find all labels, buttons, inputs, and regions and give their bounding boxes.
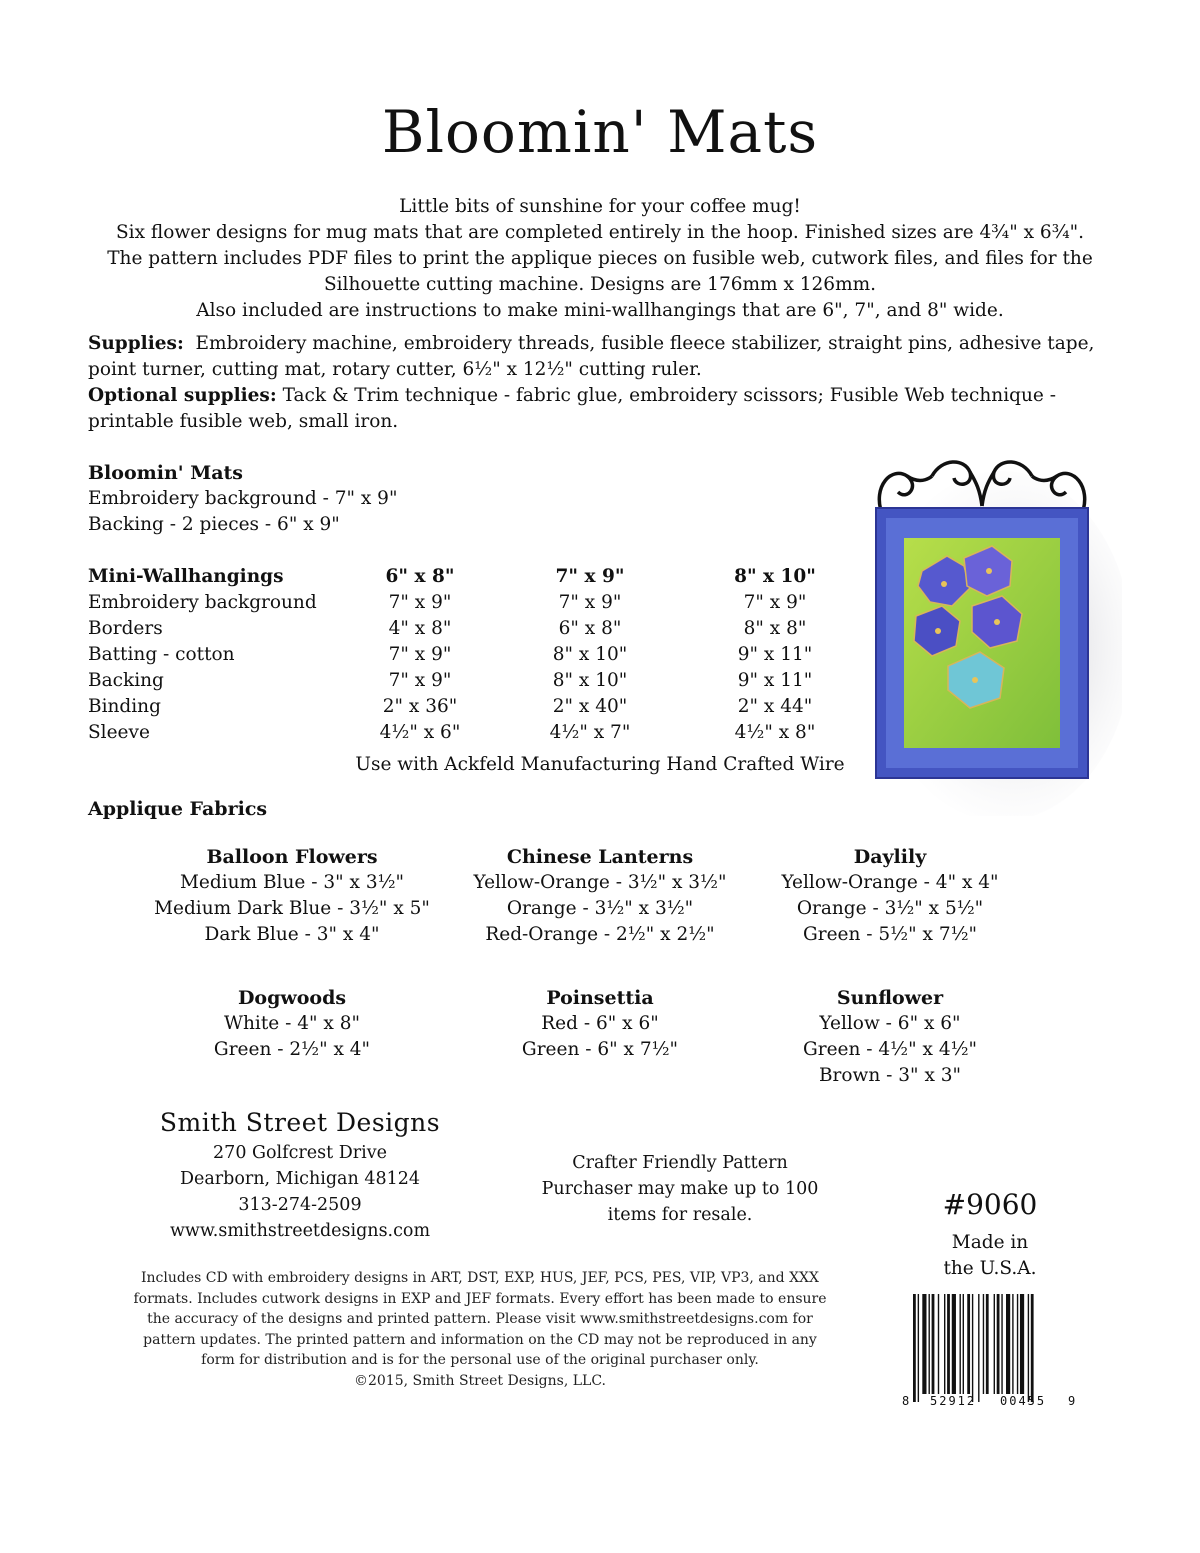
- fabric-group-balloon-flowers: [132, 844, 452, 948]
- table-cell: 6" x 8": [558, 618, 622, 639]
- company-address: 270 Golfcrest Drive: [213, 1143, 387, 1163]
- wallhanging-photo: [852, 446, 1122, 816]
- table-cell: 8" x 10": [552, 644, 628, 665]
- table-cell: 7" x 9": [558, 592, 622, 613]
- column-header: 6" x 8": [385, 566, 455, 587]
- applique-heading: Applique Fabrics: [88, 798, 268, 820]
- fabric-item: Yellow - 6" x 6": [819, 1013, 961, 1034]
- made-in-line: Made in: [951, 1232, 1029, 1253]
- fabric-item: Red-Orange - 2½" x 2½": [485, 924, 715, 945]
- company-block: [140, 1106, 460, 1244]
- crafter-line: Purchaser may make up to 100: [541, 1179, 819, 1199]
- table-row: [88, 694, 860, 720]
- table-cell: 4½" x 8": [734, 722, 816, 743]
- fabric-group-name: Sunflower: [836, 987, 944, 1009]
- made-in-line: the U.S.A.: [943, 1258, 1037, 1279]
- mats-block: [88, 460, 397, 538]
- pattern-number: #9060: [942, 1188, 1038, 1221]
- column-header: 7" x 9": [555, 566, 625, 587]
- table-row: [88, 668, 860, 694]
- table-row: [88, 590, 860, 616]
- page-title: Bloomin' Mats: [381, 98, 819, 166]
- table-cell: 7" x 9": [388, 592, 452, 613]
- supplies-label: Supplies: [88, 333, 177, 354]
- company-website: www.smithstreetdesigns.com: [169, 1221, 431, 1241]
- barcode-digits-right: 00455: [1000, 1394, 1047, 1408]
- table-cell: 4½" x 7": [549, 722, 631, 743]
- table-cell: 8" x 10": [552, 670, 628, 691]
- fabric-item: Orange - 3½" x 5½": [796, 898, 984, 919]
- table-cell: 2" x 44": [737, 696, 813, 717]
- wire-note: Use with Ackfeld Manufacturing Hand Crafted Wire: [355, 754, 845, 775]
- crafter-line: Crafter Friendly Pattern: [572, 1153, 788, 1173]
- row-label: Binding: [88, 696, 161, 717]
- fabric-item: Green - 5½" x 7½": [802, 924, 978, 945]
- optional-supplies-paragraph: [88, 383, 1118, 435]
- table-cell: 4" x 8": [388, 618, 452, 639]
- intro-text: [60, 194, 1140, 324]
- mats-heading: Bloomin' Mats: [88, 462, 244, 484]
- fine-print: [80, 1268, 880, 1391]
- intro-line: Also included are instructions to make mini-wallhangings that are 6", 7", and 8" wide.: [196, 300, 1004, 321]
- table-cell: 4½" x 6": [379, 722, 461, 743]
- row-label: Backing: [88, 670, 164, 691]
- table-header-row: [88, 564, 860, 590]
- mini-wallhangings-table: [88, 564, 860, 746]
- intro-line: The pattern includes PDF files to print the applique pieces on fusible web, cutwork files, and files for the: [107, 248, 1093, 269]
- barcode-digit-last: 9: [1068, 1394, 1076, 1408]
- fabric-group-name: Dogwoods: [237, 987, 347, 1009]
- fabric-item: Medium Blue - 3" x 3½": [179, 872, 405, 893]
- table-cell: 7" x 9": [743, 592, 807, 613]
- fine-print-line: form for distribution and is for the personal use of the original purchaser only.: [201, 1352, 759, 1368]
- fabric-group-daylily: [730, 844, 1050, 948]
- optional-supplies-text: Tack & Trim technique - fabric glue, embroidery scissors; Fusible Web technique - printable fusible web, small iron.: [88, 385, 1056, 432]
- fine-print-line: the accuracy of the designs and printed pattern. Please visit www.smithstreetdesigns.com for: [147, 1311, 813, 1327]
- fabric-item: White - 4" x 8": [224, 1013, 360, 1034]
- table-row: [88, 616, 860, 642]
- supplies-paragraph: Supplies: Embroidery machine, embroidery threads, fusible fleece stabilizer, straight pins, adhesive tape, point turner, cutting mat, rotary cutter, 6½" x 12½" cutting ruler.: [88, 333, 1095, 380]
- optional-supplies-label: Optional supplies:: [88, 385, 277, 406]
- fabric-item: Orange - 3½" x 3½": [506, 898, 694, 919]
- barcode-digits-left: 52912: [930, 1394, 977, 1408]
- fabric-group-sunflower: [730, 985, 1050, 1089]
- fabric-item: Dark Blue - 3" x 4": [204, 924, 380, 945]
- intro-line: Six flower designs for mug mats that are completed entirely in the hoop. Finished sizes are 4¾" x 6¾".: [115, 222, 1085, 243]
- table-cell: 7" x 9": [388, 670, 452, 691]
- row-label: Batting - cotton: [88, 644, 235, 665]
- intro-line: Little bits of sunshine for your coffee mug!: [399, 196, 801, 217]
- mini-heading: Mini-Wallhangings: [88, 566, 284, 587]
- table-cell: 7" x 9": [388, 644, 452, 665]
- fabric-item: Brown - 3" x 3": [818, 1065, 962, 1086]
- crafter-friendly-note: [520, 1150, 840, 1228]
- row-label: Borders: [88, 618, 163, 639]
- made-in-usa: [900, 1230, 1080, 1282]
- mats-line: Embroidery background - 7" x 9": [88, 488, 398, 509]
- table-cell: 2" x 40": [552, 696, 628, 717]
- fabric-item: Yellow-Orange - 3½" x 3½": [473, 872, 727, 893]
- table-row: [88, 720, 860, 746]
- table-row: [88, 642, 860, 668]
- fine-print-line: Includes CD with embroidery designs in ART, DST, EXP, HUS, JEF, PCS, PES, VIP, VP3, and XXX: [140, 1270, 819, 1286]
- barcode-icon: [905, 1290, 1085, 1408]
- fabric-group-name: Balloon Flowers: [206, 846, 378, 868]
- company-city: Dearborn, Michigan 48124: [179, 1169, 420, 1189]
- row-label: Sleeve: [88, 722, 150, 743]
- row-label: Embroidery background: [88, 592, 317, 613]
- table-cell: 9" x 11": [737, 644, 813, 665]
- fine-print-line: ©2015, Smith Street Designs, LLC.: [353, 1372, 606, 1389]
- fabric-group-dogwoods: [132, 985, 452, 1063]
- table-cell: 8" x 8": [743, 618, 807, 639]
- table-cell: 2" x 36": [382, 696, 458, 717]
- fabric-group-poinsettia: [440, 985, 760, 1063]
- fine-print-line: formats. Includes cutwork designs in EXP and JEF formats. Every effort has been made to ensure: [133, 1290, 827, 1307]
- barcode-digit-first: 8: [902, 1394, 910, 1408]
- intro-line: Silhouette cutting machine. Designs are 176mm x 126mm.: [323, 274, 877, 295]
- supplies-block: [88, 331, 1118, 435]
- fabric-group-name: Poinsettia: [546, 987, 654, 1009]
- mats-line: Backing - 2 pieces - 6" x 9": [88, 514, 340, 535]
- fabric-group-chinese-lanterns: [440, 844, 760, 948]
- fabric-item: Red - 6" x 6": [541, 1013, 659, 1034]
- supplies-text: Embroidery machine, embroidery threads, fusible fleece stabilizer, straight pins, adhesive tape, point turner, cutting mat, rotary cutter, 6½" x 12½" cutting ruler.: [88, 333, 1095, 380]
- fine-print-line: pattern updates. The printed pattern and information on the CD may not be reproduced in any: [143, 1331, 817, 1348]
- fabric-item: Medium Dark Blue - 3½" x 5": [154, 898, 430, 919]
- column-header: 8" x 10": [734, 566, 816, 587]
- fabric-item: Green - 2½" x 4": [213, 1039, 371, 1060]
- fabric-item: Green - 6" x 7½": [521, 1039, 679, 1060]
- crafter-line: items for resale.: [607, 1205, 753, 1225]
- fabric-group-name: Chinese Lanterns: [506, 846, 694, 868]
- fabric-item: Yellow-Orange - 4" x 4": [781, 872, 999, 893]
- company-phone: 313-274-2509: [238, 1195, 362, 1215]
- fabric-group-name: Daylily: [853, 846, 927, 868]
- fabric-item: Green - 4½" x 4½": [802, 1039, 978, 1060]
- table-cell: 9" x 11": [737, 670, 813, 691]
- company-name: Smith Street Designs: [159, 1108, 441, 1137]
